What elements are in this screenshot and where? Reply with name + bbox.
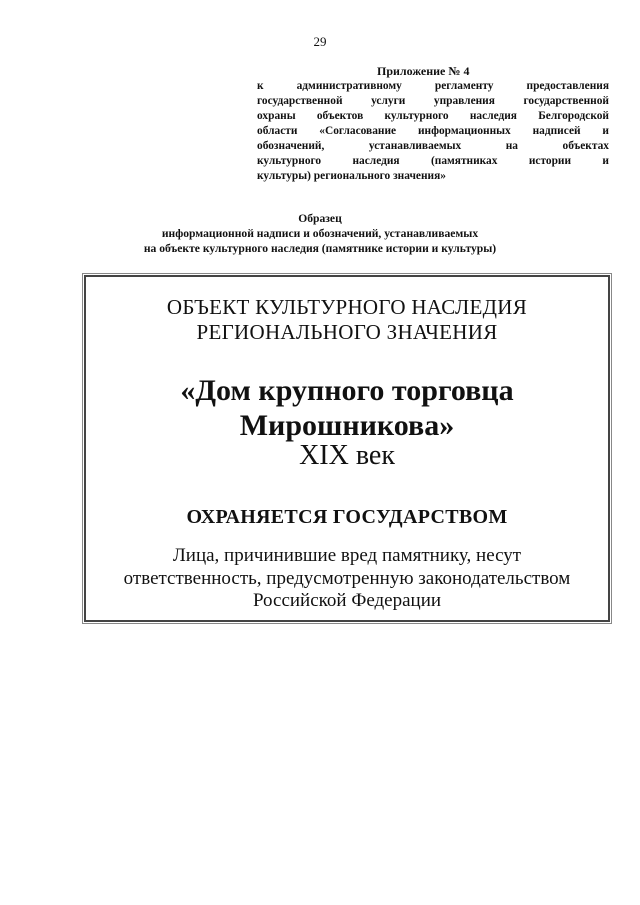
page-number: 29	[313, 34, 327, 49]
sample-heading-title: Образец	[298, 212, 342, 225]
appendix-line: области «Согласование информационных надписей и	[257, 125, 609, 137]
sample-heading-line: на объекте культурного наследия (памятнике истории и культуры)	[143, 242, 497, 255]
appendix-line: охраны объектов культурного наследия Белгородской	[257, 110, 609, 122]
appendix-text	[257, 79, 609, 184]
sign-warning	[86, 545, 608, 613]
information-sign	[84, 275, 610, 622]
appendix-line: обозначений, устанавливаемых на объектах	[257, 140, 609, 152]
sign-warning-line: Российской Федерации	[252, 590, 442, 611]
appendix-title: Приложение № 4	[377, 64, 470, 78]
sample-heading-line: информационной надписи и обозначений, устанавливаемых	[161, 227, 479, 240]
appendix-line: культурного наследия (памятниках истории и	[257, 155, 609, 167]
appendix-line: к административному регламенту предоставления	[257, 80, 609, 92]
sign-protected-notice: ОХРАНЯЕТСЯ ГОСУДАРСТВОМ	[186, 506, 508, 528]
sample-heading	[0, 211, 640, 256]
sign-object-name-line: Мирошникова»	[239, 409, 455, 442]
appendix-line: государственной услуги управления государственной	[257, 95, 609, 107]
sign-object-name	[86, 373, 608, 443]
sign-object-name-line: «Дом крупного торговца	[180, 374, 514, 407]
sign-warning-line: Лица, причинившие вред памятнику, несут	[172, 545, 522, 566]
sign-warning-line: ответственность, предусмотренную законодательством	[123, 567, 571, 589]
appendix-line: культуры) регионального значения»	[257, 170, 446, 182]
sign-status-line: РЕГИОНАЛЬНОГО ЗНАЧЕНИЯ	[196, 320, 498, 344]
appendix-block	[257, 64, 609, 184]
sign-status-line: ОБЪЕКТ КУЛЬТУРНОГО НАСЛЕДИЯ	[166, 295, 528, 319]
sign-century: XIX век	[299, 440, 395, 471]
sign-status	[86, 295, 608, 345]
